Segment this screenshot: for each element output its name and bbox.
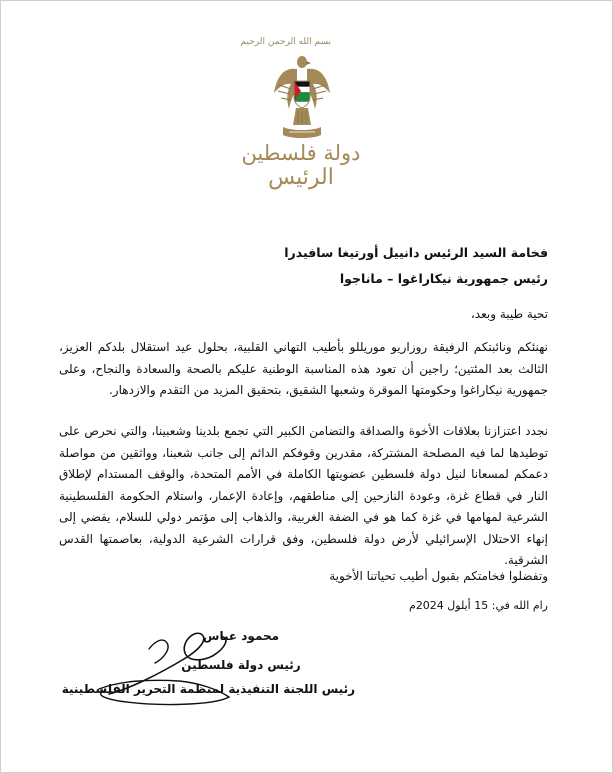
bismillah-header: بسم الله الرحمن الرحيم: [240, 37, 331, 47]
letterhead-state-name: دولة فلسطين: [241, 141, 361, 165]
addressee-line-2: رئيس جمهورية نيكاراغوا – ماناجوا: [339, 271, 548, 286]
dateline: رام الله في: 15 أيلول 2024م: [409, 599, 548, 612]
signatory-name: محمود عباس: [202, 629, 280, 643]
body-paragraph-1: نهنئكم ونائبتكم الرفيقة روزاريو موريللو بأطيب التهاني القلبية، بحلول عيد استقلال بلدكم العزيز، الثالث بعد المئتين؛ راجين أن تعود هذه المناسبة الوطنية عليكم بالصحة والسعادة والنجاح، وعلى جمهورية نيكاراغوا وحكومتها الموقرة وشعبها الشقيق، بتحقيق المزيد من التقدم والازدهار.: [59, 340, 548, 397]
addressee-line-1: فخامة السيد الرئيس دانييل أورتيغا سافيدرا: [284, 245, 548, 260]
greeting: تحية طيبة وبعد،: [470, 307, 548, 321]
letterhead-office-name: الرئيس: [268, 165, 334, 190]
signatory-title-1: رئيس دولة فلسطين: [181, 658, 301, 672]
signatory-title-2: رئيس اللجنة التنفيذية لمنظمة التحرير الفلسطينية: [61, 682, 355, 696]
eagle-emblem-icon: [271, 53, 333, 141]
closing-line: وتفضلوا فخامتكم بقبول أطيب تحياتنا الأخوية: [329, 569, 548, 583]
body-paragraph-2: نجدد اعتزازنا بعلاقات الأخوة والصداقة والتضامن الكبير التي تجمع بلدينا وشعبينا، والتي نحرص على توطيدها لما فيه المصلحة المشتركة، مقدرين وقوفكم الدائم إلى جانب شعبنا، وواثقين من مواصلة دعمكم لمسعانا لنيل دولة فلسطين عضويتها الكاملة في الأمم المتحدة، والوقف المستدام لإطلاق النار في قطاع غزة، وعودة النازحين إلى مناطقهم، وإعادة الإعمار، واستلام الحكومة الفلسطينية الشرعية لمهامها في غزة كما هو في الضفة الغربية، والذهاب إلى مؤتمر دولي للسلام، يفضي إلى إنهاء الاحتلال الإسرائيلي لأرض دولة فلسطين، وفق قرارات الشرعية الدولية، بعاصمتها القدس الشرقية.: [59, 424, 548, 567]
